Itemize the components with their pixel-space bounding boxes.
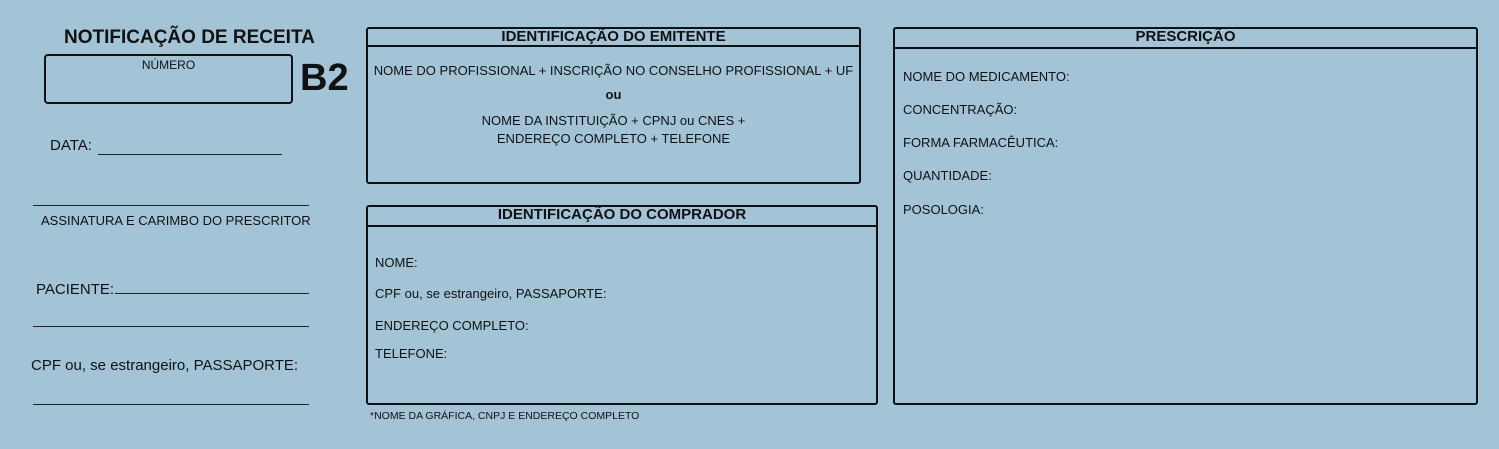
cpf-label: CPF ou, se estrangeiro, PASSAPORTE:: [31, 357, 299, 374]
forma-label: FORMA FARMACÊUTICA:: [903, 135, 1059, 150]
medicamento-label: NOME DO MEDICAMENTO:: [903, 69, 1070, 84]
prescricao-box: [893, 27, 1478, 405]
quantidade-label: QUANTIDADE:: [903, 168, 992, 183]
paciente-line-1[interactable]: [115, 293, 309, 294]
comprador-header: IDENTIFICAÇÃO DO COMPRADOR: [368, 207, 876, 227]
paciente-line-2[interactable]: [33, 326, 309, 327]
emitente-line3: ENDEREÇO COMPLETO + TELEFONE: [496, 131, 731, 146]
data-line[interactable]: [98, 154, 282, 155]
type-code: B2: [300, 57, 349, 99]
comprador-endereco-label: ENDEREÇO COMPLETO:: [375, 318, 529, 333]
footnote: *NOME DA GRÁFICA, CNPJ E ENDEREÇO COMPLETO: [370, 410, 640, 422]
numero-label: NÚMERO: [141, 58, 196, 72]
emitente-line1: NOME DO PROFISSIONAL + INSCRIÇÃO NO CONSELHO PROFISSIONAL + UF: [373, 63, 854, 78]
comprador-telefone-label: TELEFONE:: [375, 346, 448, 361]
comprador-cpf-label: CPF ou, se estrangeiro, PASSAPORTE:: [375, 286, 607, 301]
data-label: DATA:: [50, 137, 92, 154]
prescricao-header: PRESCRIÇÃO: [895, 29, 1476, 49]
concentracao-label: CONCENTRAÇÃO:: [903, 102, 1018, 117]
paciente-label: PACIENTE:: [36, 281, 115, 298]
emitente-box: [366, 27, 861, 184]
signature-label: ASSINATURA E CARIMBO DO PRESCRITOR: [41, 213, 311, 228]
emitente-header: IDENTIFICAÇÃO DO EMITENTE: [368, 29, 859, 47]
posologia-label: POSOLOGIA:: [903, 202, 984, 217]
form-title: NOTIFICAÇÃO DE RECEITA: [64, 27, 315, 48]
comprador-box: [366, 205, 878, 405]
comprador-nome-label: NOME:: [375, 255, 418, 270]
emitente-line2: NOME DA INSTITUIÇÃO + CPNJ ou CNES +: [481, 113, 746, 128]
emitente-or: ou: [605, 87, 622, 102]
numero-box[interactable]: [44, 54, 293, 104]
cpf-line[interactable]: [33, 404, 309, 405]
signature-line[interactable]: [33, 205, 309, 206]
